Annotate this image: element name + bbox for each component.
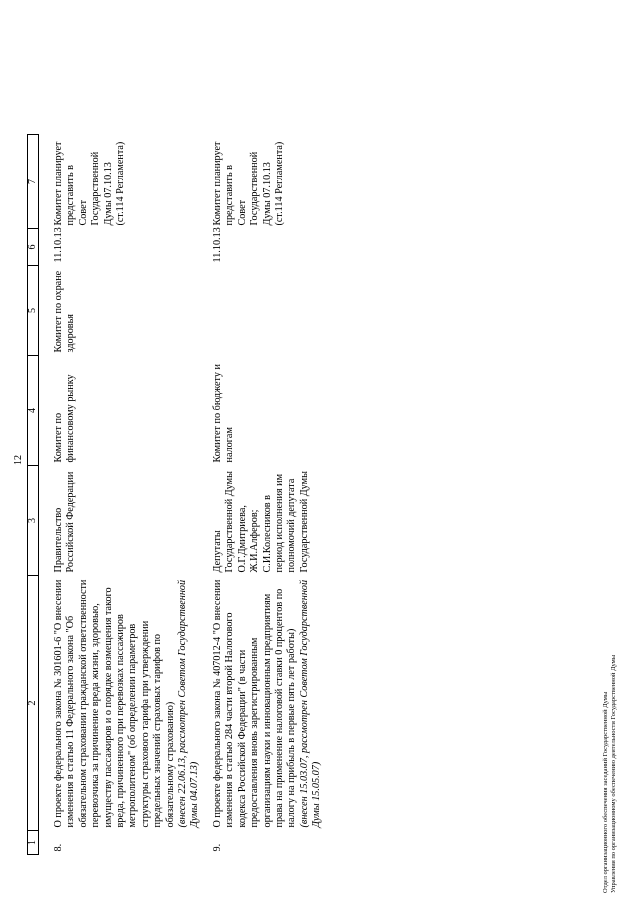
column-header: 5 <box>28 266 39 356</box>
initiator-cell: Депутаты Государственной Думы О.Г.Дмитриева, Ж.И.Алферов; С.И.Колесников в период исполнения им полномочий депутата Государственной Думы <box>211 471 310 573</box>
table-row <box>206 135 328 855</box>
co-executor-cell: Комитет по охране здоровья <box>53 270 77 353</box>
bill-note: (внесен 22.06.13, рассмотрен Советом Государственной Думы 04.07.13) <box>177 579 201 828</box>
bill-title: О проекте федерального закона № 301601-6 "О внесении изменения в статью 11 Федерального закона "Об обязательном страховании гражданской ответственности перевозчика за причинение вреда жизни, здоровью, имуществу пассажиров и о порядке возмещения такого вреда, причиненного при перевозках пассажиров метрополитеном" (об определении параметров структуры страхового тарифа при утверждении предельных значений страховых тарифов по обязательному страхованию) <box>53 579 176 828</box>
bill-title-cell <box>47 576 206 831</box>
column-header: 4 <box>28 356 39 466</box>
column-header: 3 <box>28 466 39 576</box>
date-cell: 11.10.13 <box>53 227 64 263</box>
footer-line: Управления по организационному обеспечению деятельности Государственной Думы <box>610 654 618 893</box>
column-header: 7 <box>28 135 39 229</box>
column-header: 1 <box>28 831 39 855</box>
bill-note: (внесен 15.03.07, рассмотрен Советом Государственной Думы 15.05.07) <box>298 579 323 828</box>
date-cell: 11.10.13 <box>211 227 223 263</box>
row-number: 9. <box>211 843 223 852</box>
co-executor-cell <box>206 266 328 356</box>
footer-line: Отдел организационного обеспечения заседаний Государственной Думы <box>602 691 609 893</box>
bills-table <box>27 134 328 855</box>
remark-cell: Комитет планирует представить в Совет Государственной Думы 07.10.13 (ст.114 Регламента) <box>211 141 285 226</box>
page-number: 12 <box>13 455 24 465</box>
page-footer <box>602 655 619 893</box>
bill-title: О проекте федерального закона № 407012-4 "О внесении изменения в статью 284 части второй Налогового кодекса Российской Федерации" (в части предоставления вновь зарегистрированным организациям науки и инновационным предприятиям права на применение налоговой ставки 0 процентов по налогу на прибыль в первые пять лет работы) <box>211 579 298 828</box>
row-number: 8. <box>53 843 64 852</box>
column-header: 2 <box>28 576 39 831</box>
column-number-row <box>28 135 39 855</box>
committee-cell: Комитет по финансовому рынку <box>53 374 77 463</box>
column-header: 6 <box>28 229 39 266</box>
bill-title-cell <box>206 576 328 831</box>
remark-cell: Комитет планирует представить в Совет Государственной Думы 07.10.13 (ст.114 Регламента) <box>53 141 127 226</box>
table-row <box>47 135 206 855</box>
committee-cell: Комитет по бюджету и налогам <box>211 364 236 463</box>
initiator-cell: Правительство Российской Федерации <box>53 471 77 573</box>
